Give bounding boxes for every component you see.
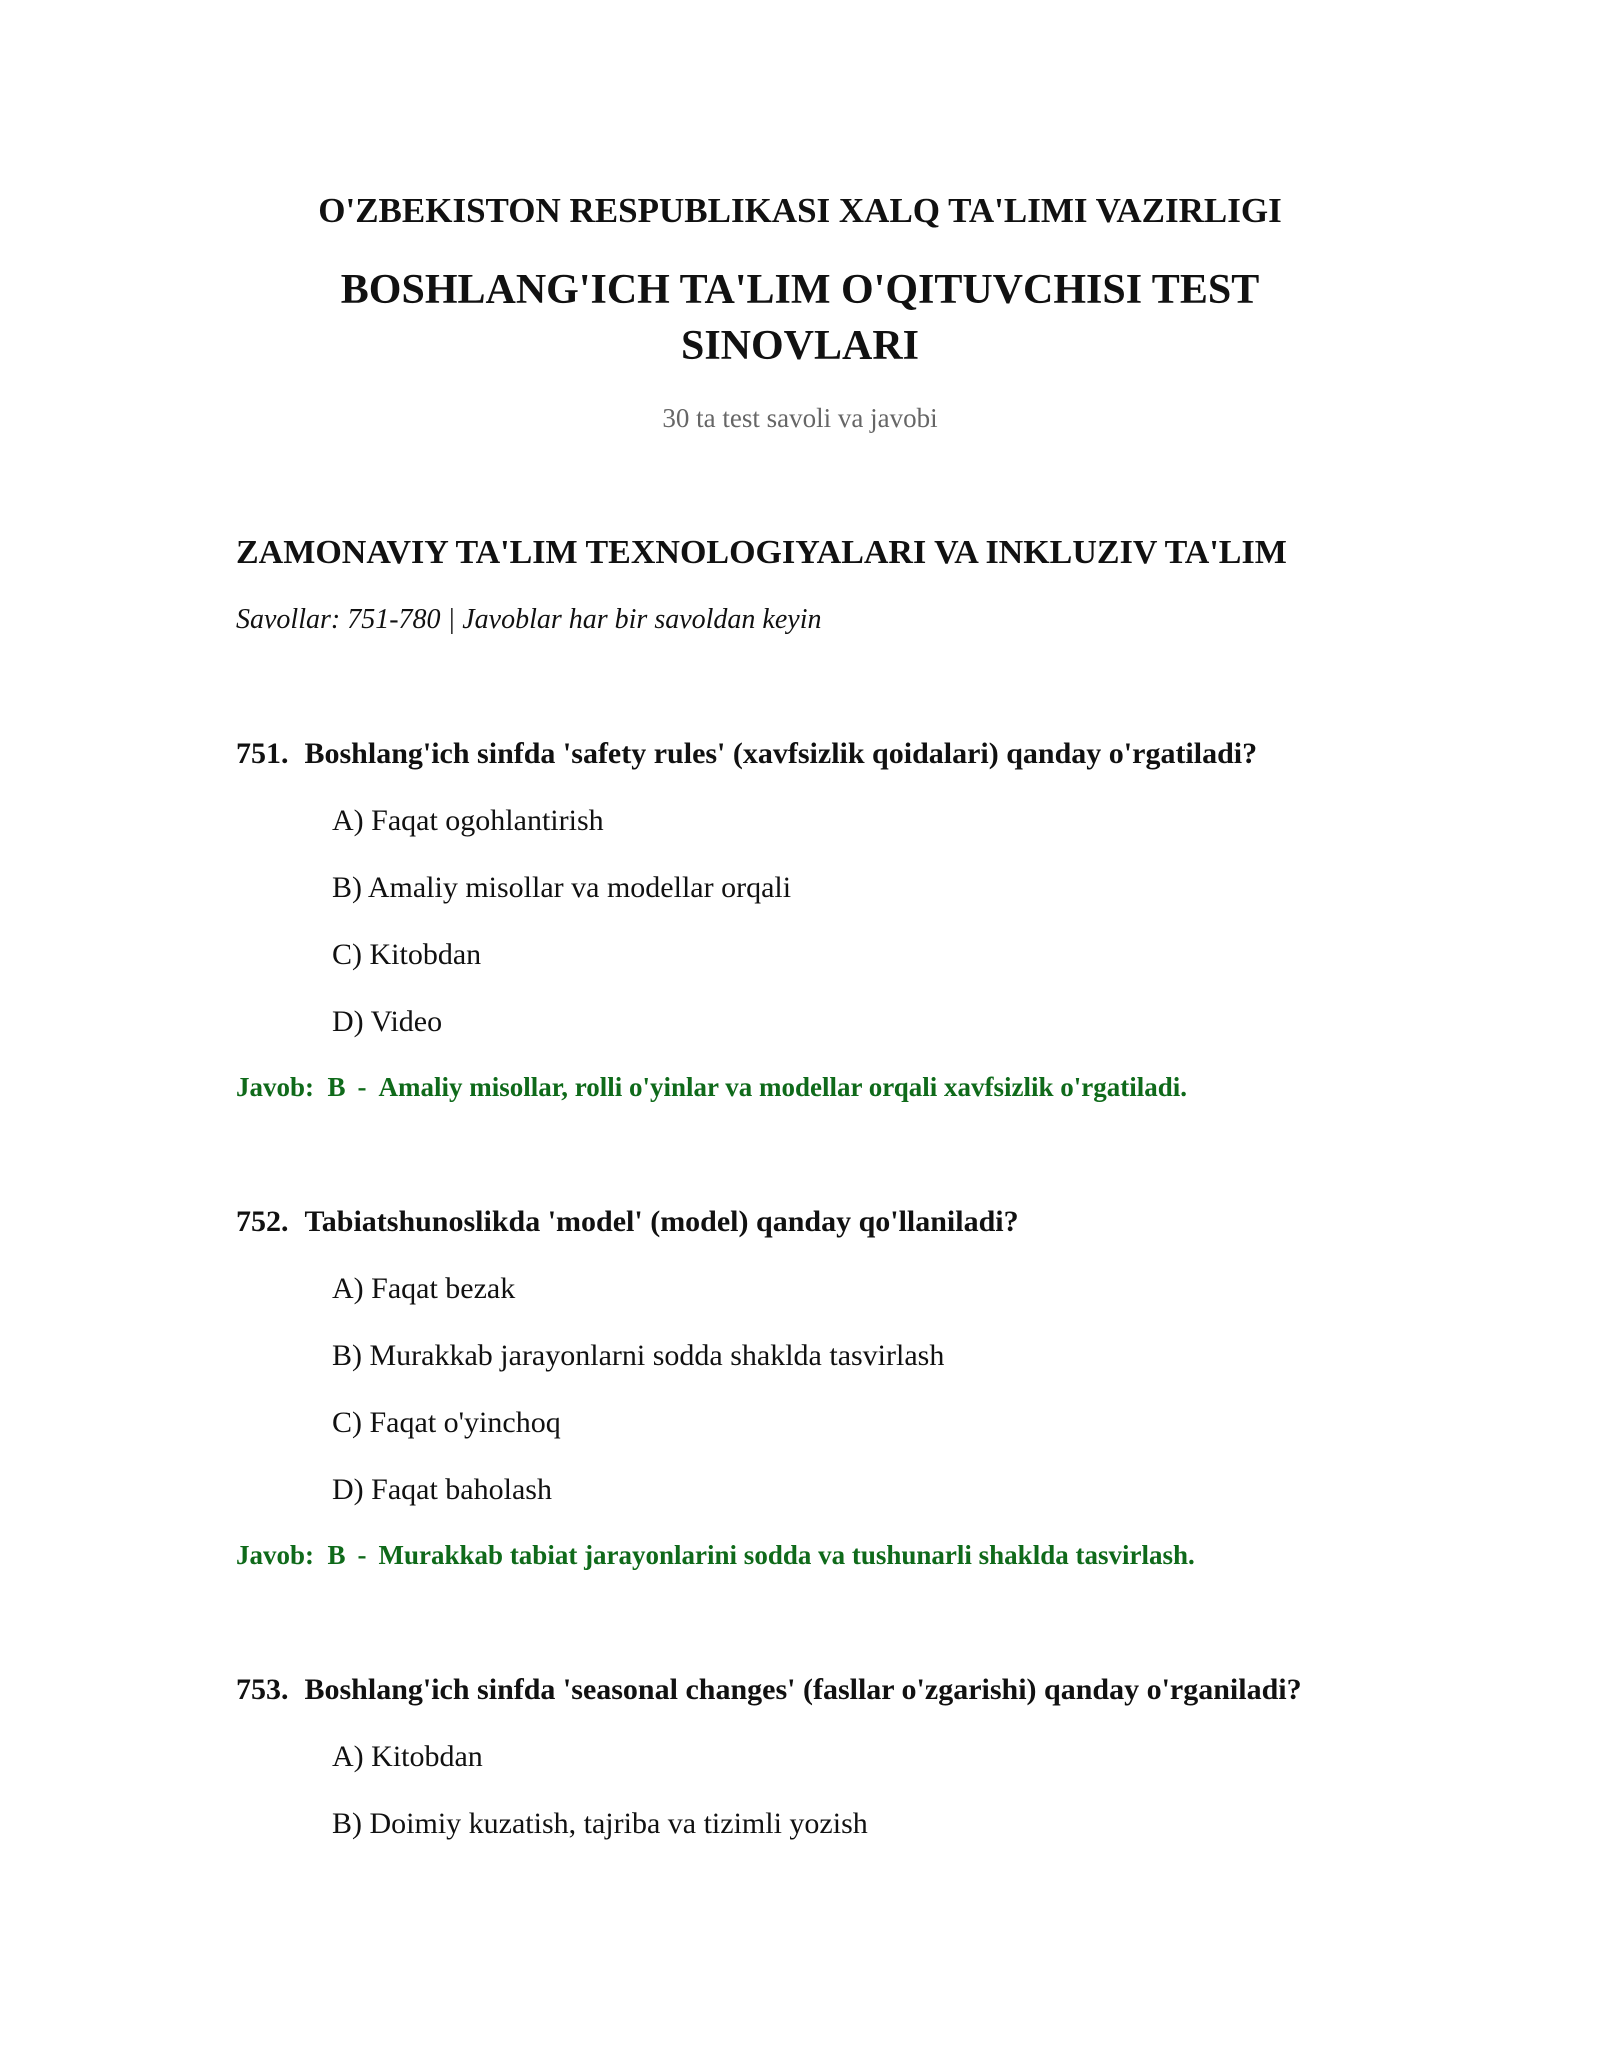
question-text: Boshlang'ich sinfda 'seasonal changes' (fasllar o'zgarishi) qanday o'rganiladi?	[304, 1673, 1302, 1706]
question-number: 751.	[236, 737, 289, 770]
option-b: B) Amaliy misollar va modellar orqali	[332, 871, 792, 904]
option-c: C) Faqat o'yinchoq	[332, 1406, 561, 1439]
question-heading	[236, 1668, 1436, 1712]
answer-line	[236, 1535, 1436, 1575]
answer-letter: B	[327, 1540, 346, 1570]
option-d: D) Video	[332, 1005, 443, 1038]
answer-dash: -	[357, 1072, 367, 1102]
option-a: A) Faqat bezak	[332, 1272, 516, 1305]
answer-dash: -	[357, 1540, 367, 1570]
answer-text: Murakkab tabiat jarayonlarini sodda va tushunarli shaklda tasvirlash.	[378, 1540, 1195, 1570]
ministry-heading: O'ZBEKISTON RESPUBLIKASI XALQ TA'LIMI VAZIRLIGI	[318, 191, 1282, 230]
question-block-751	[236, 732, 1436, 1107]
answer-text: Amaliy misollar, rolli o'yinlar va modellar orqali xavfsizlik o'rgatiladi.	[378, 1072, 1188, 1102]
answer-label: Javob:	[236, 1540, 315, 1570]
option-b: B) Doimiy kuzatish, tajriba va tizimli yozish	[332, 1807, 868, 1840]
option-a: A) Faqat ogohlantirish	[332, 804, 604, 837]
document-title: BOSHLANG'ICH TA'LIM O'QITUVCHISI TEST SINOVLARI	[340, 267, 1260, 369]
option-d: D) Faqat baholash	[332, 1473, 552, 1506]
option-c: C) Kitobdan	[332, 938, 482, 971]
section-meta: Savollar: 751-780 | Javoblar har bir savoldan keyin	[236, 604, 822, 635]
question-block-752	[236, 1200, 1436, 1575]
answer-label: Javob:	[236, 1072, 315, 1102]
question-number: 752.	[236, 1205, 289, 1238]
option-b: B) Murakkab jarayonlarni sodda shaklda tasvirlash	[332, 1339, 945, 1372]
question-block-753	[236, 1668, 1436, 1846]
option-a: A) Kitobdan	[332, 1740, 483, 1773]
question-heading	[236, 1200, 1436, 1244]
question-heading	[236, 732, 1436, 776]
answer-letter: B	[327, 1072, 346, 1102]
question-text: Boshlang'ich sinfda 'safety rules' (xavfsizlik qoidalari) qanday o'rgatiladi?	[304, 737, 1258, 770]
document-subtitle: 30 ta test savoli va javobi	[662, 403, 938, 433]
section-title: ZAMONAVIY TA'LIM TEXNOLOGIYALARI VA INKLUZIV TA'LIM	[236, 534, 1287, 571]
answer-line	[236, 1067, 1436, 1107]
question-number: 753.	[236, 1673, 289, 1706]
question-text: Tabiatshunoslikda 'model' (model) qanday qo'llaniladi?	[304, 1205, 1019, 1238]
